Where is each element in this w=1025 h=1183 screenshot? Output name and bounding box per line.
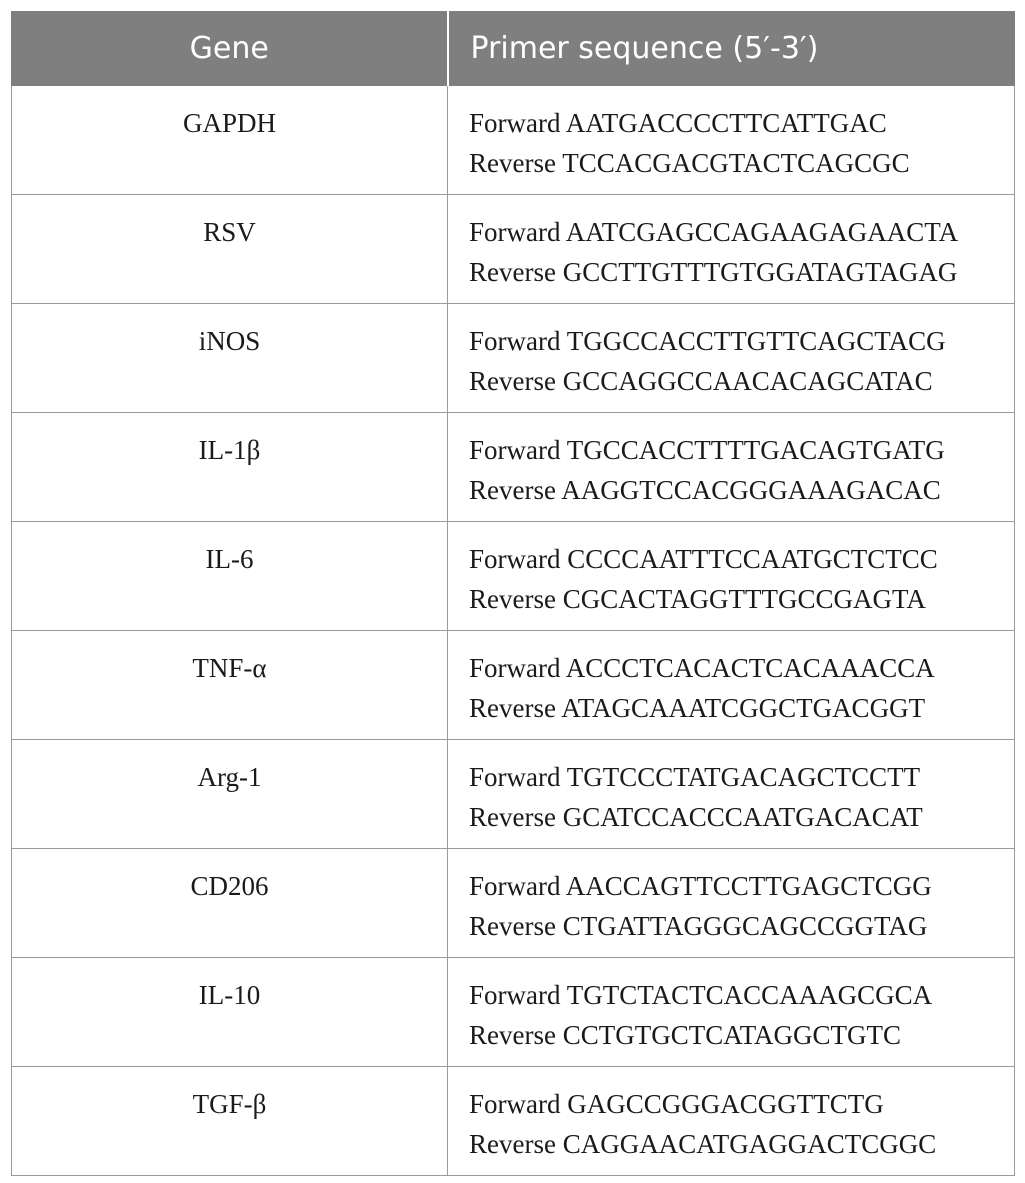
reverse-primer: Reverse GCCAGGCCAACACAGCATAC xyxy=(469,366,933,396)
primer-sequence-cell xyxy=(448,849,1015,958)
gene-name: IL-10 xyxy=(12,958,448,1067)
primer-sequence-cell xyxy=(448,740,1015,849)
table-header-row xyxy=(12,12,1015,86)
gene-name: RSV xyxy=(12,195,448,304)
gene-name: TNF-α xyxy=(12,631,448,740)
forward-primer: Forward GAGCCGGGACGGTTCTG xyxy=(469,1089,884,1119)
table-row xyxy=(12,304,1015,413)
table-row xyxy=(12,195,1015,304)
primer-sequence-cell xyxy=(448,304,1015,413)
forward-primer: Forward TGTCTACTCACCAAAGCGCA xyxy=(469,980,933,1010)
forward-primer: Forward ACCCTCACACTCACAAACCA xyxy=(469,653,935,683)
forward-primer: Forward TGTCCCTATGACAGCTCCTT xyxy=(469,762,921,792)
primer-sequence-cell xyxy=(448,195,1015,304)
gene-name: IL-1β xyxy=(12,413,448,522)
reverse-primer: Reverse GCATCCACCCAATGACACAT xyxy=(469,802,923,832)
primer-sequence-cell xyxy=(448,958,1015,1067)
gene-name: GAPDH xyxy=(12,86,448,195)
table-row xyxy=(12,740,1015,849)
forward-primer: Forward CCCCAATTTCCAATGCTCTCC xyxy=(469,544,938,574)
table-row xyxy=(12,849,1015,958)
forward-primer: Forward AATGACCCCTTCATTGAC xyxy=(469,108,887,138)
gene-name: iNOS xyxy=(12,304,448,413)
gene-name: TGF-β xyxy=(12,1067,448,1176)
reverse-primer: Reverse AAGGTCCACGGGAAAGACAC xyxy=(469,475,941,505)
primer-table xyxy=(11,11,1015,1176)
table-row xyxy=(12,86,1015,195)
primer-sequence-cell xyxy=(448,522,1015,631)
table-row xyxy=(12,1067,1015,1176)
reverse-primer: Reverse GCCTTGTTTGTGGATAGTAGAG xyxy=(469,257,958,287)
table-row xyxy=(12,631,1015,740)
table-row xyxy=(12,413,1015,522)
reverse-primer: Reverse CAGGAACATGAGGACTCGGC xyxy=(469,1129,937,1159)
reverse-primer: Reverse CCTGTGCTCATAGGCTGTC xyxy=(469,1020,902,1050)
primer-sequence-cell xyxy=(448,631,1015,740)
gene-name: Arg-1 xyxy=(12,740,448,849)
forward-primer: Forward AACCAGTTCCTTGAGCTCGG xyxy=(469,871,932,901)
gene-column-header: Gene xyxy=(12,12,448,86)
reverse-primer: Reverse ATAGCAAATCGGCTGACGGT xyxy=(469,693,926,723)
table-row xyxy=(12,522,1015,631)
primer-sequence-column-header: Primer sequence (5′-3′) xyxy=(448,12,1015,86)
reverse-primer: Reverse CGCACTAGGTTTGCCGAGTA xyxy=(469,584,926,614)
primer-sequence-cell xyxy=(448,1067,1015,1176)
gene-name: CD206 xyxy=(12,849,448,958)
primer-sequence-cell xyxy=(448,413,1015,522)
table-row xyxy=(12,958,1015,1067)
reverse-primer: Reverse CTGATTAGGGCAGCCGGTAG xyxy=(469,911,928,941)
gene-name: IL-6 xyxy=(12,522,448,631)
forward-primer: Forward TGCCACCTTTTGACAGTGATG xyxy=(469,435,945,465)
reverse-primer: Reverse TCCACGACGTACTCAGCGC xyxy=(469,148,910,178)
forward-primer: Forward TGGCCACCTTGTTCAGCTACG xyxy=(469,326,946,356)
forward-primer: Forward AATCGAGCCAGAAGAGAACTA xyxy=(469,217,959,247)
primer-sequence-cell xyxy=(448,86,1015,195)
